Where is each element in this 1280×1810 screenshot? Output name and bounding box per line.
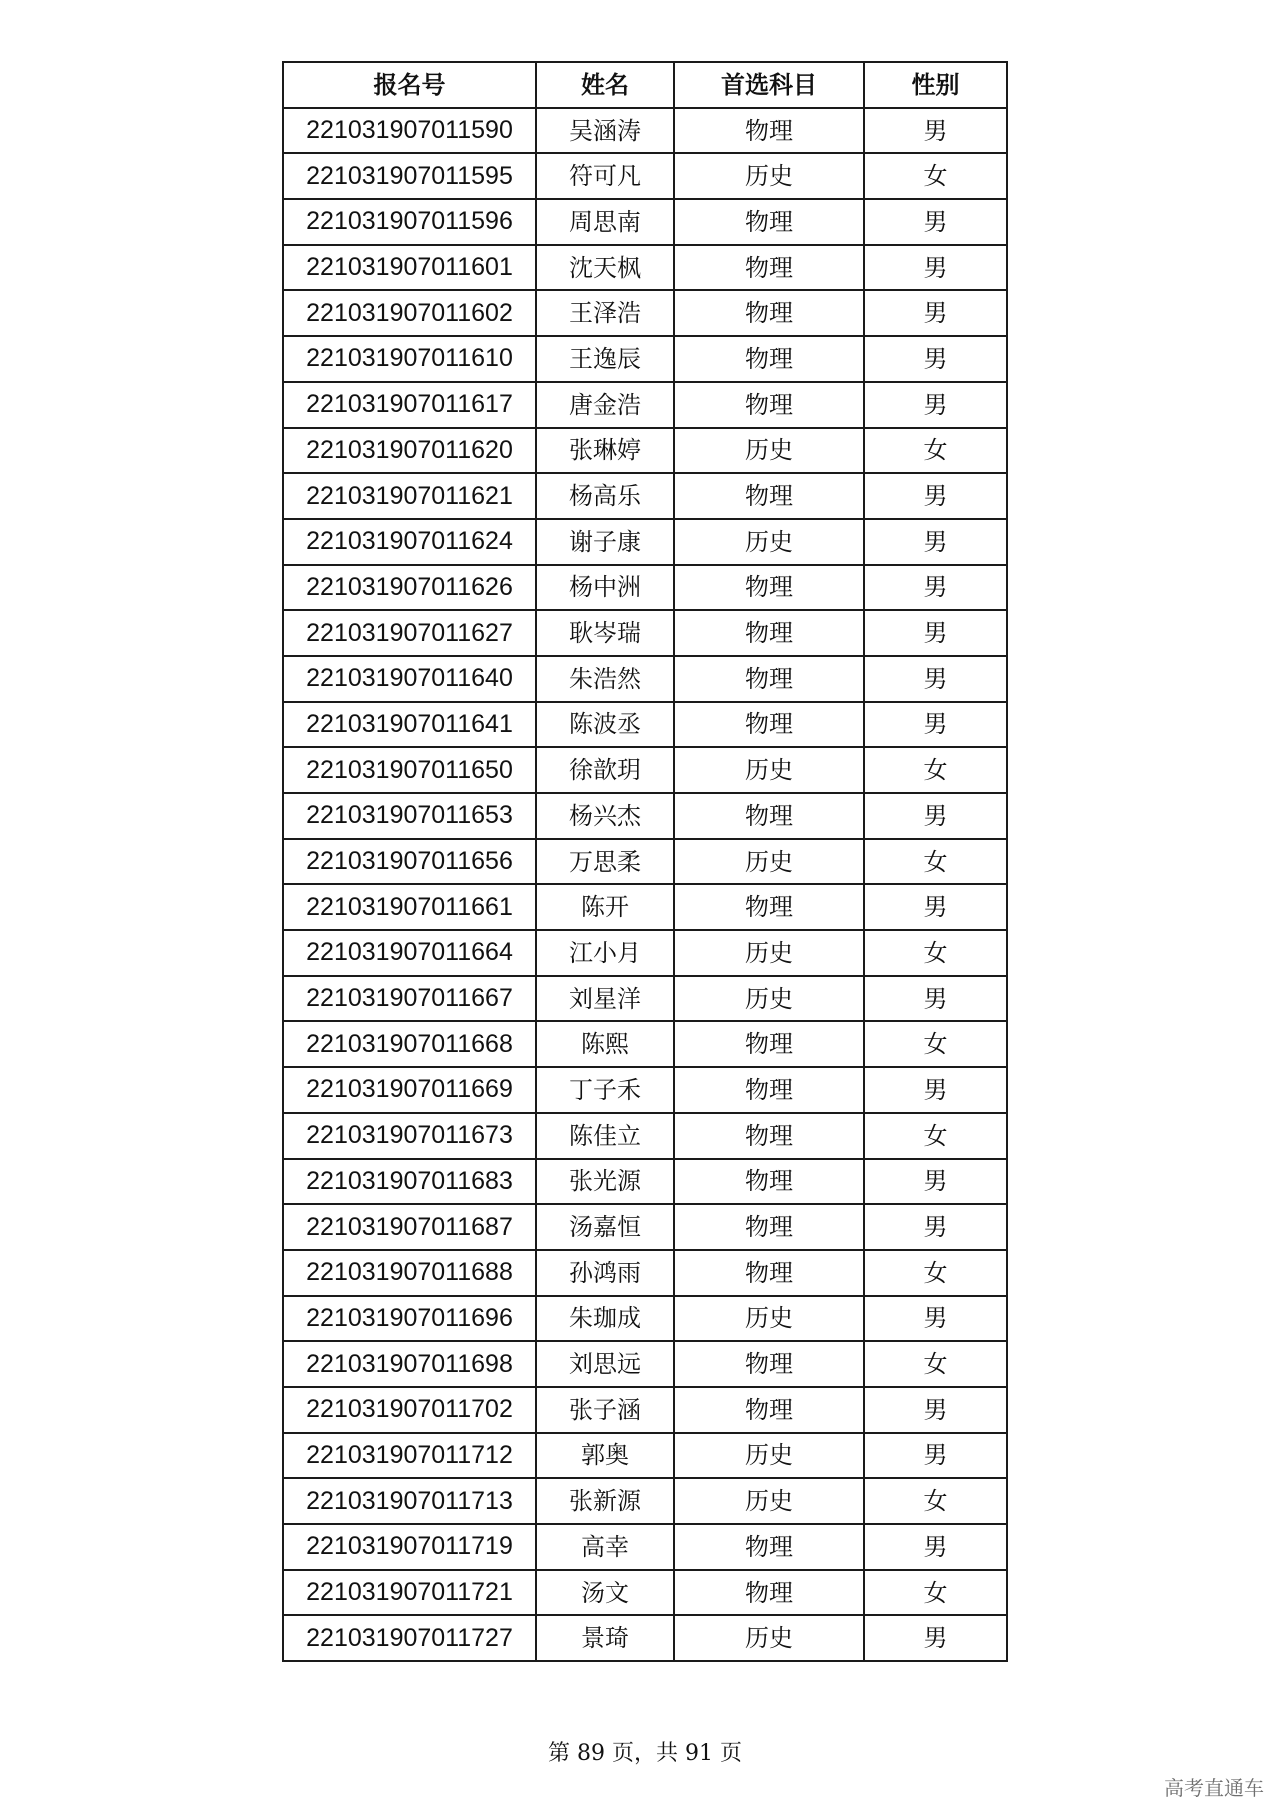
table-row — [283, 793, 1007, 839]
cell-preferred-subject: 物理 — [674, 1067, 864, 1113]
cell-preferred-subject: 物理 — [674, 382, 864, 428]
table-row — [283, 1433, 1007, 1479]
table-row — [283, 1250, 1007, 1296]
cell-preferred-subject: 物理 — [674, 290, 864, 336]
cell-name: 陈波丞 — [536, 702, 674, 748]
cell-name: 刘星洋 — [536, 976, 674, 1022]
cell-registration-number: 221031907011590 — [283, 108, 536, 154]
cell-name: 杨中洲 — [536, 565, 674, 611]
table-row — [283, 199, 1007, 245]
cell-name: 吴涵涛 — [536, 108, 674, 154]
cell-registration-number: 221031907011656 — [283, 839, 536, 885]
cell-name: 周思南 — [536, 199, 674, 245]
cell-preferred-subject: 物理 — [674, 1250, 864, 1296]
cell-preferred-subject: 历史 — [674, 747, 864, 793]
cell-gender: 男 — [864, 1615, 1007, 1661]
cell-gender: 男 — [864, 1433, 1007, 1479]
table-row — [283, 1478, 1007, 1524]
cell-registration-number: 221031907011667 — [283, 976, 536, 1022]
cell-registration-number: 221031907011617 — [283, 382, 536, 428]
cell-registration-number: 221031907011650 — [283, 747, 536, 793]
cell-registration-number: 221031907011620 — [283, 428, 536, 474]
cell-gender: 男 — [864, 565, 1007, 611]
cell-name: 景琦 — [536, 1615, 674, 1661]
cell-gender: 男 — [864, 884, 1007, 930]
cell-registration-number: 221031907011683 — [283, 1159, 536, 1205]
cell-name: 陈佳立 — [536, 1113, 674, 1159]
cell-gender: 女 — [864, 1570, 1007, 1616]
header-name: 姓名 — [536, 62, 674, 108]
cell-name: 汤嘉恒 — [536, 1204, 674, 1250]
cell-name: 陈熙 — [536, 1021, 674, 1067]
cell-registration-number: 221031907011668 — [283, 1021, 536, 1067]
cell-registration-number: 221031907011713 — [283, 1478, 536, 1524]
header-gender: 性别 — [864, 62, 1007, 108]
cell-preferred-subject: 物理 — [674, 1113, 864, 1159]
cell-name: 郭奥 — [536, 1433, 674, 1479]
cell-registration-number: 221031907011719 — [283, 1524, 536, 1570]
cell-gender: 男 — [864, 656, 1007, 702]
table-row — [283, 1341, 1007, 1387]
cell-registration-number: 221031907011626 — [283, 565, 536, 611]
cell-preferred-subject: 历史 — [674, 1615, 864, 1661]
table-row — [283, 473, 1007, 519]
cell-gender: 女 — [864, 930, 1007, 976]
cell-gender: 女 — [864, 1113, 1007, 1159]
cell-gender: 男 — [864, 702, 1007, 748]
cell-preferred-subject: 历史 — [674, 153, 864, 199]
table-row — [283, 610, 1007, 656]
cell-preferred-subject: 历史 — [674, 428, 864, 474]
cell-name: 杨高乐 — [536, 473, 674, 519]
cell-gender: 男 — [864, 1204, 1007, 1250]
cell-name: 张琳婷 — [536, 428, 674, 474]
cell-name: 朱珈成 — [536, 1296, 674, 1342]
cell-name: 杨兴杰 — [536, 793, 674, 839]
cell-registration-number: 221031907011712 — [283, 1433, 536, 1479]
cell-preferred-subject: 历史 — [674, 976, 864, 1022]
cell-preferred-subject: 物理 — [674, 1570, 864, 1616]
cell-registration-number: 221031907011602 — [283, 290, 536, 336]
cell-preferred-subject: 物理 — [674, 473, 864, 519]
cell-name: 江小月 — [536, 930, 674, 976]
cell-registration-number: 221031907011698 — [283, 1341, 536, 1387]
cell-preferred-subject: 物理 — [674, 793, 864, 839]
cell-preferred-subject: 物理 — [674, 1021, 864, 1067]
cell-name: 高幸 — [536, 1524, 674, 1570]
cell-name: 张新源 — [536, 1478, 674, 1524]
cell-preferred-subject: 物理 — [674, 884, 864, 930]
cell-preferred-subject: 物理 — [674, 336, 864, 382]
cell-preferred-subject: 历史 — [674, 930, 864, 976]
cell-preferred-subject: 历史 — [674, 1296, 864, 1342]
cell-name: 朱浩然 — [536, 656, 674, 702]
cell-gender: 男 — [864, 1296, 1007, 1342]
cell-registration-number: 221031907011688 — [283, 1250, 536, 1296]
cell-registration-number: 221031907011627 — [283, 610, 536, 656]
cell-preferred-subject: 物理 — [674, 108, 864, 154]
cell-gender: 男 — [864, 473, 1007, 519]
cell-preferred-subject: 物理 — [674, 656, 864, 702]
table-row — [283, 1159, 1007, 1205]
cell-gender: 男 — [864, 199, 1007, 245]
cell-preferred-subject: 物理 — [674, 565, 864, 611]
cell-preferred-subject: 历史 — [674, 519, 864, 565]
cell-gender: 男 — [864, 290, 1007, 336]
table-row — [283, 1524, 1007, 1570]
cell-gender: 女 — [864, 747, 1007, 793]
cell-name: 谢子康 — [536, 519, 674, 565]
cell-name: 王泽浩 — [536, 290, 674, 336]
cell-name: 张子涵 — [536, 1387, 674, 1433]
table-row — [283, 702, 1007, 748]
table-row — [283, 1387, 1007, 1433]
cell-gender: 男 — [864, 245, 1007, 291]
cell-gender: 男 — [864, 1067, 1007, 1113]
table-row — [283, 519, 1007, 565]
cell-name: 徐歆玥 — [536, 747, 674, 793]
cell-gender: 男 — [864, 1387, 1007, 1433]
cell-gender: 男 — [864, 519, 1007, 565]
cell-preferred-subject: 物理 — [674, 199, 864, 245]
cell-gender: 女 — [864, 428, 1007, 474]
table-row — [283, 1296, 1007, 1342]
table-row — [283, 1204, 1007, 1250]
cell-gender: 男 — [864, 336, 1007, 382]
cell-preferred-subject: 物理 — [674, 1387, 864, 1433]
table-row — [283, 565, 1007, 611]
cell-gender: 女 — [864, 1250, 1007, 1296]
cell-registration-number: 221031907011596 — [283, 199, 536, 245]
cell-registration-number: 221031907011595 — [283, 153, 536, 199]
cell-gender: 男 — [864, 108, 1007, 154]
cell-registration-number: 221031907011610 — [283, 336, 536, 382]
cell-gender: 男 — [864, 793, 1007, 839]
cell-registration-number: 221031907011661 — [283, 884, 536, 930]
cell-preferred-subject: 历史 — [674, 1433, 864, 1479]
table-body — [283, 108, 1007, 1661]
cell-registration-number: 221031907011664 — [283, 930, 536, 976]
cell-gender: 女 — [864, 839, 1007, 885]
cell-gender: 女 — [864, 1478, 1007, 1524]
cell-gender: 女 — [864, 1341, 1007, 1387]
cell-name: 张光源 — [536, 1159, 674, 1205]
candidate-table — [282, 61, 1008, 1662]
cell-preferred-subject: 物理 — [674, 1341, 864, 1387]
cell-name: 沈天枫 — [536, 245, 674, 291]
cell-gender: 男 — [864, 1524, 1007, 1570]
cell-name: 符可凡 — [536, 153, 674, 199]
cell-gender: 男 — [864, 610, 1007, 656]
cell-registration-number: 221031907011727 — [283, 1615, 536, 1661]
cell-registration-number: 221031907011687 — [283, 1204, 536, 1250]
table-row — [283, 1615, 1007, 1661]
table-row — [283, 930, 1007, 976]
header-row — [283, 62, 1007, 108]
table-row — [283, 382, 1007, 428]
table-row — [283, 656, 1007, 702]
cell-registration-number: 221031907011640 — [283, 656, 536, 702]
cell-registration-number: 221031907011624 — [283, 519, 536, 565]
cell-registration-number: 221031907011653 — [283, 793, 536, 839]
cell-preferred-subject: 物理 — [674, 1204, 864, 1250]
cell-gender: 男 — [864, 382, 1007, 428]
cell-name: 孙鸿雨 — [536, 1250, 674, 1296]
cell-registration-number: 221031907011601 — [283, 245, 536, 291]
table-row — [283, 839, 1007, 885]
cell-name: 耿岑瑞 — [536, 610, 674, 656]
cell-registration-number: 221031907011673 — [283, 1113, 536, 1159]
table-row — [283, 1113, 1007, 1159]
cell-registration-number: 221031907011696 — [283, 1296, 536, 1342]
cell-name: 汤文 — [536, 1570, 674, 1616]
table-row — [283, 108, 1007, 154]
cell-registration-number: 221031907011721 — [283, 1570, 536, 1616]
cell-preferred-subject: 历史 — [674, 1478, 864, 1524]
table-row — [283, 428, 1007, 474]
cell-preferred-subject: 物理 — [674, 702, 864, 748]
cell-preferred-subject: 历史 — [674, 839, 864, 885]
cell-name: 王逸辰 — [536, 336, 674, 382]
table-row — [283, 153, 1007, 199]
cell-preferred-subject: 物理 — [674, 1159, 864, 1205]
cell-preferred-subject: 物理 — [674, 245, 864, 291]
header-preferred-subject: 首选科目 — [674, 62, 864, 108]
cell-name: 万思柔 — [536, 839, 674, 885]
cell-gender: 女 — [864, 1021, 1007, 1067]
table-row — [283, 976, 1007, 1022]
page-number-footer: 第 89 页，共 91 页 — [548, 1741, 742, 1766]
table-row — [283, 747, 1007, 793]
table-row — [283, 1570, 1007, 1616]
table-row — [283, 245, 1007, 291]
cell-preferred-subject: 物理 — [674, 1524, 864, 1570]
cell-registration-number: 221031907011621 — [283, 473, 536, 519]
cell-preferred-subject: 物理 — [674, 610, 864, 656]
table-row — [283, 1067, 1007, 1113]
table-row — [283, 336, 1007, 382]
cell-gender: 女 — [864, 153, 1007, 199]
cell-name: 刘思远 — [536, 1341, 674, 1387]
table-row — [283, 290, 1007, 336]
cell-name: 唐金浩 — [536, 382, 674, 428]
cell-name: 丁子禾 — [536, 1067, 674, 1113]
cell-gender: 男 — [864, 1159, 1007, 1205]
cell-registration-number: 221031907011641 — [283, 702, 536, 748]
cell-registration-number: 221031907011669 — [283, 1067, 536, 1113]
table-row — [283, 1021, 1007, 1067]
table-row — [283, 884, 1007, 930]
cell-registration-number: 221031907011702 — [283, 1387, 536, 1433]
cell-name: 陈开 — [536, 884, 674, 930]
watermark-text: 高考直通车 — [1164, 1776, 1264, 1800]
cell-gender: 男 — [864, 976, 1007, 1022]
header-registration-number: 报名号 — [283, 62, 536, 108]
table-header — [283, 62, 1007, 108]
